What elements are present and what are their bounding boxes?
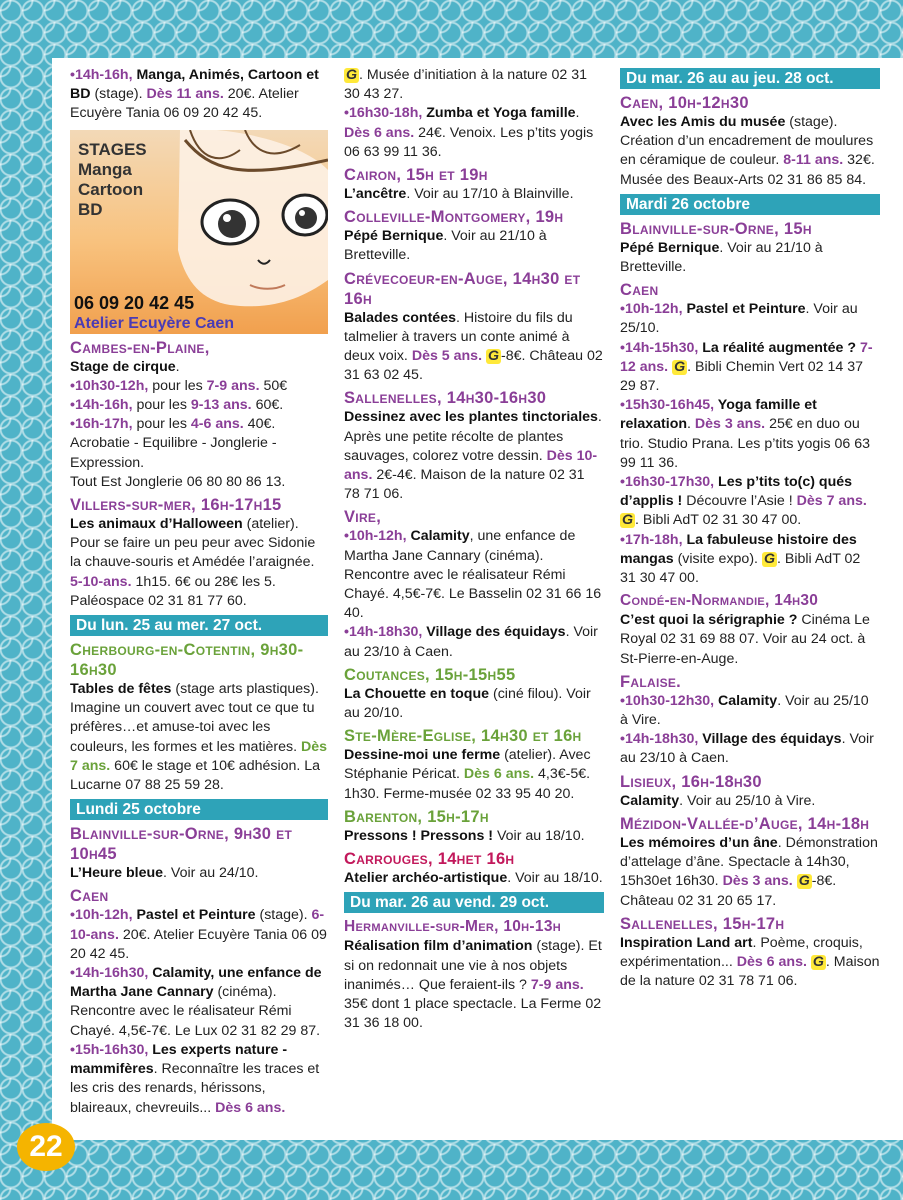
free-g-badge: G — [346, 67, 358, 83]
town-heading: Mézidon-Vallée-d’Auge, 14h-18h — [620, 814, 870, 833]
page-content — [52, 58, 903, 1140]
town-heading: Falaise. — [620, 672, 682, 691]
date-header: Lundi 25 octobre — [70, 799, 328, 820]
town-heading: Caen, 10h-12h30 — [620, 94, 749, 112]
town-heading: Blainville-sur-Orne, 15h — [620, 219, 812, 238]
promo-atelier: Atelier Ecuyère Caen — [74, 314, 235, 332]
date-header: Du lun. 25 au mer. 27 oct. — [70, 615, 328, 636]
town-heading: Cairon, 15h et 19h — [344, 166, 488, 185]
promo-title: STAGES Manga Cartoon BD — [78, 139, 147, 219]
town-heading: Villers-sur-mer, 16h-17h15 — [70, 496, 282, 515]
promo-phone: 06 09 20 42 45 — [74, 292, 195, 313]
free-g-badge: G — [812, 953, 824, 970]
town-heading: Sallenelles, 15h-17h — [620, 914, 785, 933]
town-heading: Caen — [620, 281, 659, 300]
column-3: Du mar. 26 au au jeu. 28 oct. Caen, 10h-12h30 Avec les Amis du musée (stage). Création d’un encadrement de moulures en céramique de couleur. 8-11 ans. 32€. Musée des Beaux-Arts 02 31 86 85 84. Mardi 26 octobre Blainville-sur-Orne, 15h Pépé Bernique. Voir au 21/10 à Bretteville. Caen •10h-12h, Pastel et Peinture. Voir au 25/10. •14h-15h30, La réalité augmentée ? 7-12 ans. G . Bibli Chemin Vert 02 14 37 29 87. •15h30-16h45, Yoga famille et relaxation. Dès 3 ans. 25€ en duo ou trio. Studio Prana. Les p’tits yogis 06 63 99 11 36. •16h30-17h30, Les p’tits to(c) qués d’applis ! Découvre l’Asie ! Dès 7 ans. G . Bibli AdT 02 31 30 47 00. •17h-18h, La fabuleuse histoire des mangas (visite expo). G . Bibli AdT 02 31 30 47 00. Condé-en-Normandie, 14h30 C’est quoi la sérigraphie ? Cinéma Le Royal 02 31 69 88 07. Voir au 24 oct. à St-Pierre-en-Auge. Falaise. •10h30-12h30, Calamity. Voir au 25/10 à Vire. •14h-18h30, Village des équidays. Voir au 23/10 à Caen. Lisieux, 16h-18h30 Calamity. Voir au 25/10 à Vire. Mézidon-Vallée-d’Auge, 14h-18h Les mémoires d’un âne. Démonstration d’attelage d’âne. Spectacle à 14h30, 15h30et 16h30. Dès 3 ans. G -8€. Château 02 31 20 65 17. Sallenelles, 15h-17h Inspiration Land art. Poème, croquis, expérimentation... Dès 6 ans. G . Maison de la nature 02 31 78 71 06. — [620, 70, 880, 990]
town-heading: Cherbourg-en-Cotentin, 9h30-16h30 — [70, 641, 304, 680]
town-heading: Colleville-Montgomery, 19h — [344, 208, 564, 227]
listing-manga: •14h-16h, Manga, Animés, Cartoon et BD (stage). Dès 11 ans. 20€. Atelier Ecuyère Tania 06 09 20 42 45. — [70, 67, 319, 122]
page-number: 22 — [17, 1123, 75, 1171]
town-heading: Condé-en-Normandie, 14h30 — [620, 592, 819, 610]
date-header: Du mar. 26 au vend. 29 oct. — [344, 892, 604, 913]
town-heading: Cambes-en-Plaine, — [70, 338, 210, 357]
free-g-badge: G — [487, 348, 500, 365]
town-heading: Sallenelles, 14h30-16h30 — [344, 389, 547, 408]
town-heading: Barenton, 15h-17h — [344, 807, 489, 826]
free-g-badge: G — [798, 873, 810, 890]
manga-stage-ad-image — [70, 130, 328, 334]
column-2: G . Musée d’initiation à la nature 02 31 30 43 27. •16h30-18h, Zumba et Yoga famille. Dès 6 ans. 24€. Venoix. Les p’tits yogis 06 63 99 11 36. Cairon, 15h et 19h L’ancêtre. Voir au 17/10 à Blainville. Colleville-Montgomery, 19h Pépé Bernique. Voir au 21/10 à Bretteville. Crévecoeur-en-Auge, 14h30 et 16h Balades contées. Histoire du fils du talmelier à travers un conte animé à deux voix. Dès 5 ans. G -8€. Château 02 31 63 02 45. Sallenelles, 14h30-16h30 Dessinez avec les plantes tinctoriales. Après une petite récolte de plantes sauvages, colorez votre dessin. Dès 10-ans. 2€-4€. Maison de la nature 02 31 78 71 06. Vire, •10h-12h, Calamity, une enfance de Martha Jane Cannary (cinéma). Rencontre avec le réalisateur Rémi Chayé. 4,5€-7€. Le Basselin 02 31 66 16 40. •14h-18h30, Village des équidays. Voir au 23/10 à Caen. Coutances, 15h-15h55 La Chouette en toque (ciné filou). Voir au 20/10. Ste-Mère-Eglise, 14h30 et 16h Dessine-moi une ferme (atelier). Avec Stéphanie Péricat. Dès 6 ans. 4,3€-5€. 1h30. Ferme-musée 02 33 95 40 20. Barenton, 15h-17h Pressons ! Pressons ! Voir au 18/10. Carrouges, 14het 16h Atelier archéo-artistique. Voir au 18/10. Du mar. 26 au vend. 29 oct. Hermanville-sur-Mer, 10h-13h Réalisation film d’animation (stage). Et si on redonnait une vie à nos objets inanimés… Que feraient-ils ? 7-9 ans. 35€ dont 1 place spectacle. La Ferme 02 31 36 18 00. — [344, 67, 603, 1032]
town-heading: Crévecoeur-en-Auge, 14h30 et 16h — [344, 269, 581, 308]
date-header: Du mar. 26 au au jeu. 28 oct. — [620, 68, 880, 89]
town-heading: Hermanville-sur-Mer, 10h-13h — [344, 918, 561, 936]
town-heading: Coutances, 15h-15h55 — [344, 665, 516, 684]
free-g-badge: G — [622, 512, 634, 529]
date-header: Mardi 26 octobre — [620, 194, 880, 215]
town-heading: Ste-Mère-Eglise, 14h30 et 16h — [344, 727, 582, 746]
free-g-badge: G — [763, 550, 775, 567]
town-heading: Lisieux, 16h-18h30 — [620, 772, 762, 791]
column-1: •14h-16h, Manga, Animés, Cartoon et BD (stage). Dès 11 ans. 20€. Atelier Ecuyère Tania 06 09 20 42 45. STAGES Manga Cartoon BD 06 09 20 42 45 Atelier Ecuyère Caen Cambes-en-Plaine, Stage de cirque. •10h30-12h, pour les 7-9 ans. 50€ •14h-16h, pour les 9-13 ans. 60€. •16h-17h, pour les 4-6 ans. 40€. Acrobatie - Equilibre - Jonglerie - Expression. Tout Est Jonglerie 06 80 80 86 13. Villers-sur-mer, 16h-17h15 Les animaux d’Halloween (atelier). Pour se faire un peu peur avec Sidonie la chauve-souris et Amédée l’araignée. 5-10-ans. 1h15. 6€ ou 28€ les 5. Paléospace 02 31 81 77 60. Du lun. 25 au mer. 27 oct. Cherbourg-en-Cotentin, 9h30-16h30 Tables de fêtes (stage arts plastiques). Imagine un couvert avec tout ce que tu préfères…et amuse-toi avec les couleurs, les formes et les matières. Dès 7 ans. 60€ le stage et 10€ adhésion. La Lucarne 07 88 25 59 28. Lundi 25 octobre Blainville-sur-Orne, 9h30 et 10h45 L’Heure bleue. Voir au 24/10. Caen •10h-12h, Pastel et Peinture (stage). 6-10-ans. 20€. Atelier Ecuyère Tania 06 09 20 42 45. •14h-16h30, Calamity, une enfance de Martha Jane Cannary (cinéma). Rencontre avec le réalisateur Rémi Chayé. 4,5€-7€. Le Lux 02 31 82 29 87. •15h-16h30, Les experts nature - mammifères. Reconnaître les traces et les cris des renards, hérissons, blaireaux, chevreuils... Dès 6 ans. — [70, 67, 328, 1116]
free-g-badge: G — [674, 358, 686, 375]
town-heading: Carrouges, 14het 16h — [344, 850, 515, 869]
town-heading: Caen — [70, 887, 109, 906]
town-heading: Vire, — [344, 508, 382, 527]
town-heading: Blainville-sur-Orne, 9h30 et 10h45 — [70, 825, 293, 864]
